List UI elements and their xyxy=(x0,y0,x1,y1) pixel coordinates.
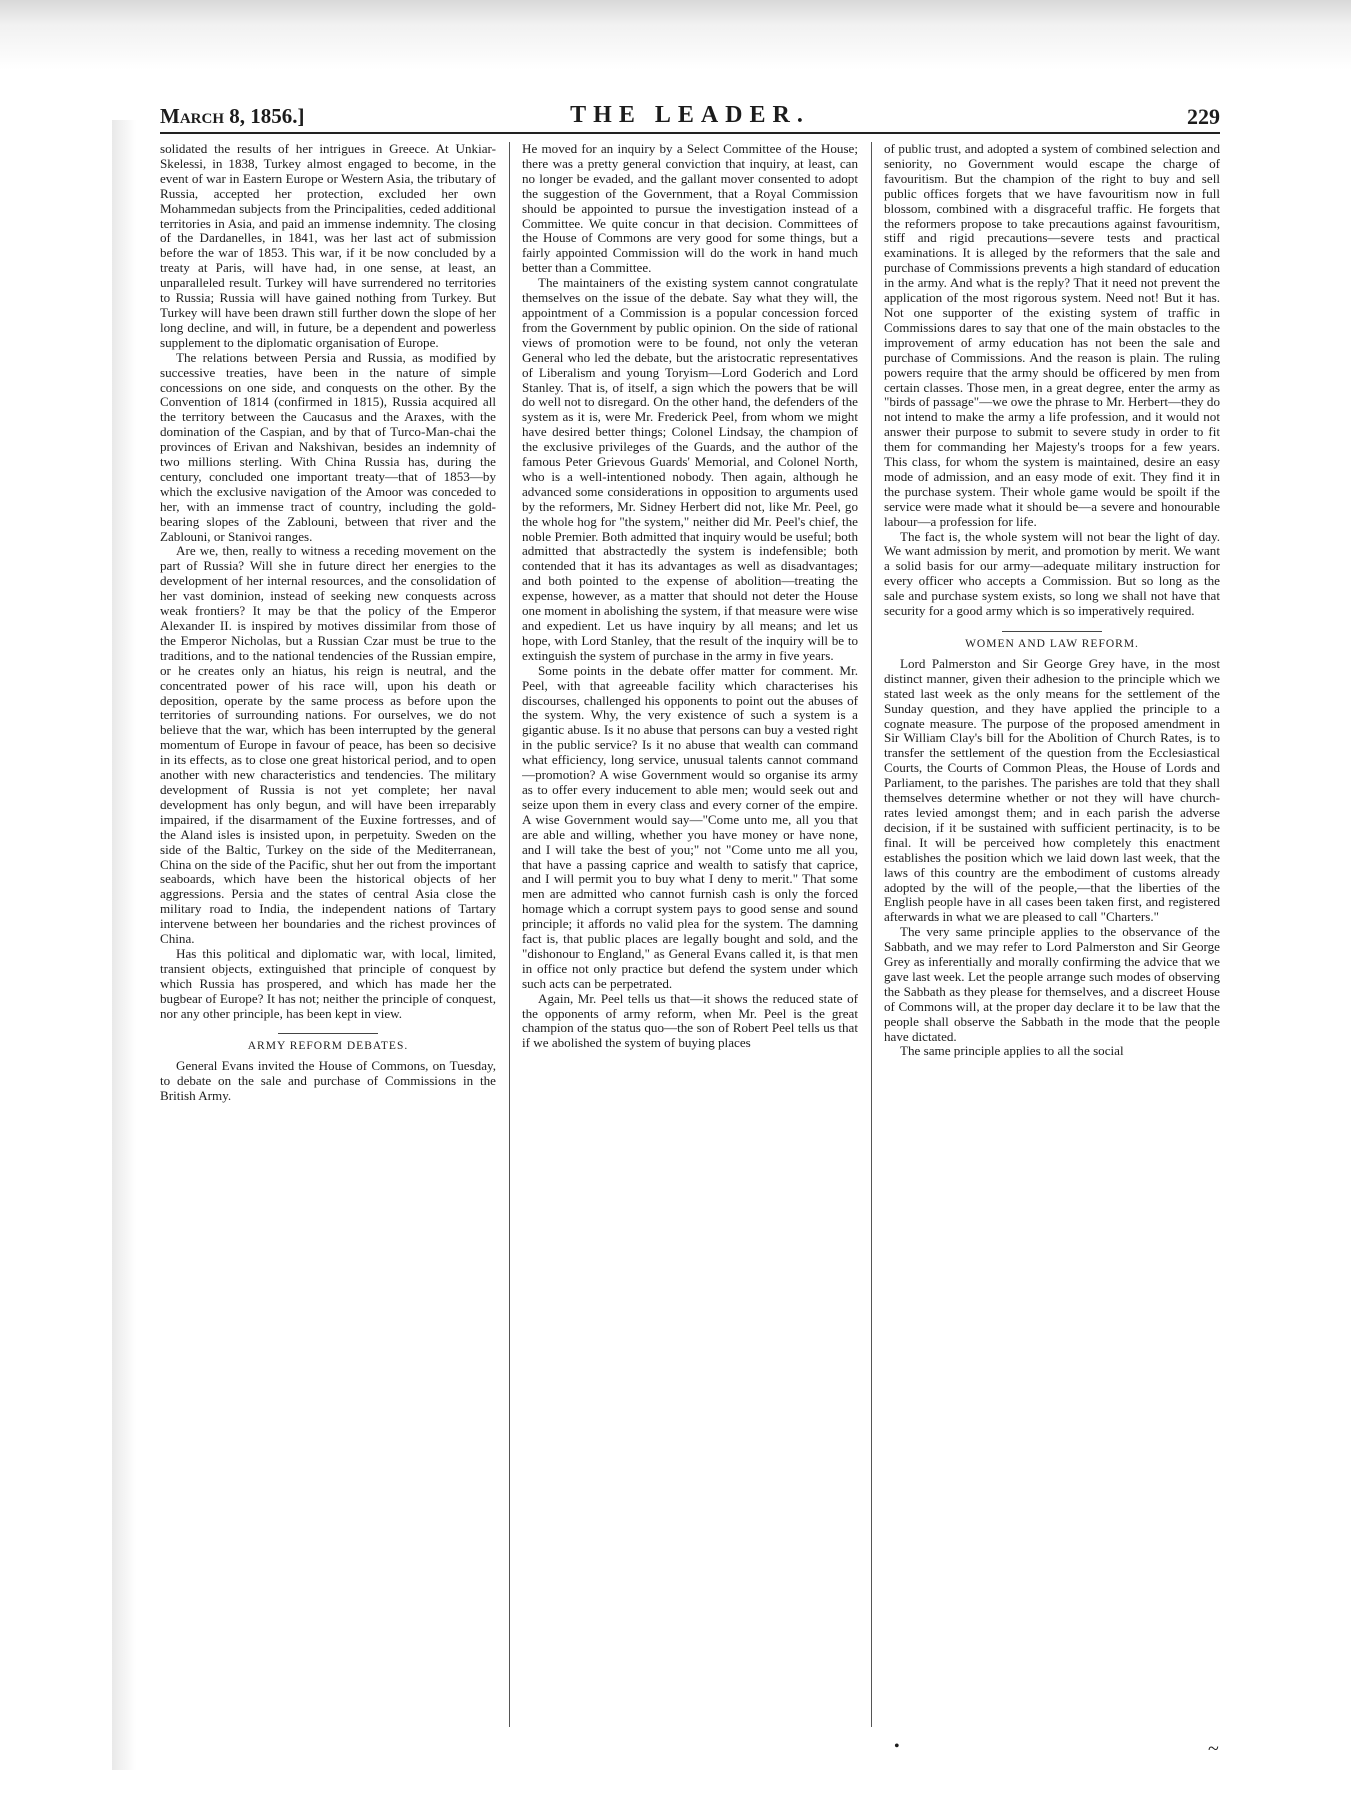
binding-gutter xyxy=(112,120,136,1770)
newspaper-title: THE LEADER. xyxy=(570,102,810,128)
page-header xyxy=(160,102,1220,134)
column-3 xyxy=(884,142,1220,1727)
paragraph: solidated the results of her intrigues in Greece. At Unkiar-Skelessi, in 1838, Turkey almost engaged to become, in the event of war in Eastern Europe or Western Asia, the tributary of Russia, accepted her protection, excluded her own Mohammedan subjects from the Principalities, ceded additional territories in Asia, and paid an immense indemnity. The closing of the Dardanelles, in 1841, was her last act of submission before the war of 1853. This war, if it be now concluded by a treaty at Paris, will have had, in one sense, at least, an unparalleled result. Turkey will have surrendered no territories to Russia; Russia will have gained nothing from Turkey. But Turkey will have been drawn still further down the slope of her long decline, and will, in future, be a dependent and powerless supplement to the diplomatic organisation of Europe. xyxy=(160,142,496,350)
paragraph: The relations between Persia and Russia, as modified by successive treaties, have been in the nature of simple concessions on one side, and conquests on the other. By the Convention of 1814 (confirmed in 1815), Russia acquired all the territory between the Caucasus and the Araxes, with the domination of the Caspian, and by that of Turco-Man-chai the provinces of Erivan and Nakshivan, besides an indemnity of two millions sterling. With China Russia has, during the century, concluded one important treaty—that of 1853—by which the exclusive navigation of the Amoor was conceded to her, with an immense tract of country, including the gold-bearing slopes of the Zablouni, between that river and the Zablouni, or Stanivoi ranges. xyxy=(160,349,496,544)
paragraph: The maintainers of the existing system cannot congratulate themselves on the issue of the debate. Say what they will, the appointment of a Commission is a popular concession forced from the Government by public opinion. On the side of rational views of promotion were to be found, not only the veteran General who led the debate, but the aristocratic representatives of Liberalism and young Toryism—Lord Goderich and Lord Stanley. That is, of itself, a sign which the powers that be will do well not to disregard. On the other hand, the defenders of the system as it is, were Mr. Frederick Peel, from whom we might have desired better things; Colonel Lindsay, the champion of the exclusive privileges of the Guards, and the author of the famous Peter Grievous Guards' Memorial, and Colonel North, who is a well-intentioned nobody. Then again, although he advanced some considerations in opposition to arguments used by the reformers, Mr. Sidney Herbert did not, like Mr. Peel, go the whole hog for "the system," neither did Mr. Peel's chief, the noble Premier. Both admitted that inquiry would be useful; both admitted that abstractedly the system is indefensible; both contended that it has its advantages as well as disadvantages; and both pointed to the expense of abolition—treating the expense, however, as a matter that should not deter the House one moment in abolishing the system, if that measure were wise and expedient. Let us have inquiry by all means; and let us hope, with Lord Stanley, that the result of the inquiry will be to extinguish the system of purchase in the army in five years. xyxy=(522,275,858,663)
ink-mark: ~ xyxy=(1208,1738,1219,1760)
section-heading: WOMEN AND LAW REFORM. xyxy=(884,631,1220,652)
issue-date: March 8, 1856.] xyxy=(160,104,305,128)
ink-dot: • xyxy=(894,1738,900,1755)
page-number: 229 xyxy=(1187,104,1220,129)
column-1 xyxy=(160,142,496,1727)
paragraph: of public trust, and adopted a system of combined selection and seniority, no Government would escape the charge of favouritism. But the champion of the right to buy and sell public offices forgets that we have favouritism now in full blossom, combined with a disgraceful traffic. He forgets that the reformers propose to take precautions against favouritism, stiff and rigid precautions—severe tests and practical examinations. It is alleged by the reformers that the sale and purchase of Commissions prevents a high standard of education in the army. And what is the reply? That it need not prevent the application of the most rigorous system. Need not! But it has. Not one supporter of the existing system of traffic in Commissions dares to say that one of the main obstacles to the improvement of army education has not been the sale and purchase of Commissions. And the reason is plain. The ruling powers require that the army should be officered by men from certain classes. Those men, in a great degree, enter the army as "birds of passage"—we owe the phrase to Mr. Herbert—they do not intend to make the army a life profession, and it would not answer their purpose to submit to severe study in order to fit them for commanding her Majesty's troops for a few years. This class, for whom the system is maintained, desire an easy mode of admission, and an easy mode of exit. They find it in the purchase system. Their whole game would be spoilt if the service were made what it should be—a severe and honourable labour—a profession for life. xyxy=(884,142,1220,529)
paragraph: General Evans invited the House of Commons, on Tuesday, to debate on the sale and purchase of Commissions in the British Army. xyxy=(160,1058,496,1104)
paragraph: He moved for an inquiry by a Select Committee of the House; there was a pretty general conviction that inquiry, at least, can no longer be evaded, and the gallant mover consented to adopt the suggestion of the Government, that a Royal Commission should be appointed to pursue the investigation instead of a Committee. We quite concur in that decision. Committees of the House of Commons are very good for some things, but a fairly appointed Commission will do the work in hand much better than a Committee. xyxy=(522,142,858,276)
paragraph: Are we, then, really to witness a receding movement on the part of Russia? Will she in future direct her energies to the development of her internal resources, and the consolidation of her vast dominion, instead of seeking new conquests across weak frontiers? It may be that the policy of the Emperor Alexander II. is inspired by motives dissimilar from those of the Emperor Nicholas, but a Russian Czar must be true to the traditions, and to the national tendencies of the Russian empire, or he creates only an hiatus, his reign is neutral, and the concentrated power of his race will, upon his death or deposition, operate by the same process as before upon the territories of surrounding nations. For ourselves, we do not believe that the war, which has been interrupted by the general momentum of Europe in favour of peace, has been so decisive in its effects, as to close one great historical period, and to open another with new characteristics and tendencies. The military development of Russia is not yet complete; her naval development has only begun, and will have been irreparably impaired, if the disarmament of the Euxine fortresses, and of the Aland isles is insisted upon, in perpetuity. Sweden on the side of the Baltic, Turkey on the side of the Mediterranean, China on the side of the Pacific, shut her out from the important seaboards, which have been the historical objects of her aggressions. Persia and the states of central Asia close the military road to India, the independent nations of Tartary intervene between her boundaries and the richest provinces of China. xyxy=(160,543,496,947)
section-heading: ARMY REFORM DEBATES. xyxy=(160,1033,496,1054)
paragraph: The fact is, the whole system will not bear the light of day. We want admission by merit, and promotion by merit. We want a solid basis for our army—adequate military instruction for every officer who accepts a Commission. But so long as the sale and purchase system exists, so long we shall not have that security for a good army which is so imperatively required. xyxy=(884,528,1220,619)
paragraph: Some points in the debate offer matter for comment. Mr. Peel, with that agreeable facility which characterises his discourses, challenged his opponents to point out the abuses of the system. Why, the very existence of such a system is a gigantic abuse. Is it no abuse that persons can buy a vested right in the public service? Is it no abuse that wealth can command what efficiency, long service, unusual talents cannot command—promotion? A wise Government would so organise its army as to offer every inducement to able men; would seek out and seize upon them in every class and every corner of the empire. A wise Government would say—"Come unto me, all you that are able and willing, whether you have money or have none, and I will take the best of you;" not "Come unto me all you, that have a passing caprice and wealth to satisfy that caprice, and I will permit you to buy what I deny to merit." That some men are admitted who cannot furnish cash is only the forced homage which a corrupt system pays to good sense and sound principle; it affords no valid plea for the system. The damning fact is, that public places are legally bought and sold, and the "dishonour to England," as General Evans called it, is that men in office not only practice but defend the system under which such acts can be perpetrated. xyxy=(522,662,858,991)
paragraph: The same principle applies to all the social xyxy=(900,1043,1124,1059)
column-rule xyxy=(509,142,510,1727)
column-2 xyxy=(522,142,858,1727)
paragraph: Lord Palmerston and Sir George Grey have, in the most distinct manner, given their adhesion to the principle which we stated last week as the only means for the settlement of the Sunday question, and they have applied the principle to a cognate measure. The purpose of the proposed amendment in Sir William Clay's bill for the Abolition of Church Rates, is to transfer the settlement of the question from the Ecclesiastical Courts, the Courts of Common Pleas, the House of Lords and Parliament, to the parishes. The parishes are told that they shall themselves determine whether or not they will have church-rates levied amongst them; and in each parish the adverse decision, if it be sustained with sufficient pertinacity, is to be final. It will be perceived how completely this enactment establishes the position which we laid down last week, that the laws of this country are the embodiment of customs already adopted by the will of the people,—that the liberties of the English people have in all cases been taken first, and registered afterwards in what we are pleased to call "Charters." xyxy=(884,655,1220,925)
paragraph: The very same principle applies to the observance of the Sabbath, and we may refer to Lord Palmerston and Sir George Grey as inferentially and morally confirming the advice that we gave last week. Let the people arrange such modes of observing the Sabbath as they please for themselves, and a discreet House of Commons will, at the proper day declare it to be law that the people shall observe the Sabbath in the mode that the people have dictated. xyxy=(884,924,1220,1044)
paragraph: Has this political and diplomatic war, with local, limited, transient objects, extinguished that principle of conquest by which Russia has prospered, and which has made her the bugbear of Europe? It has not; neither the principle of conquest, nor any other principle, has been kept in view. xyxy=(160,945,496,1021)
paragraph: Again, Mr. Peel tells us that—it shows the reduced state of the opponents of army reform, when Mr. Peel is the great champion of the status quo—the son of Robert Peel tells us that if we abolished the system of buying places xyxy=(522,990,858,1051)
scan-edge xyxy=(0,0,1351,70)
column-rule xyxy=(871,142,872,1727)
